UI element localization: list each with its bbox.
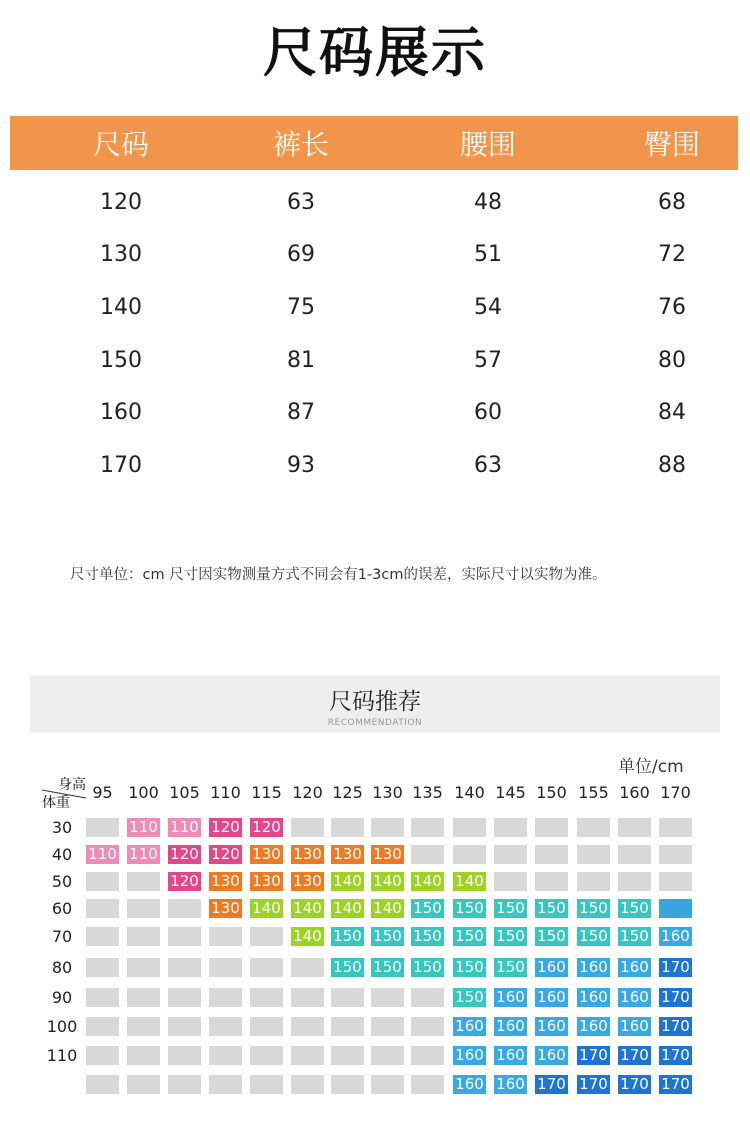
grid-cell: 160 xyxy=(494,988,527,1007)
grid-cell: 140 xyxy=(250,899,283,918)
grid-cell: 150 xyxy=(535,899,568,918)
grid-cell xyxy=(86,958,119,977)
grid-cell: 150 xyxy=(371,958,404,977)
grid-cell xyxy=(127,927,160,946)
cell-size: 140 xyxy=(100,294,142,320)
height-header: 95 xyxy=(92,783,113,802)
height-header: 155 xyxy=(578,783,609,802)
grid-cell xyxy=(659,845,692,864)
grid-cell: 170 xyxy=(535,1075,568,1094)
page-title: 尺码展示 xyxy=(263,21,487,84)
grid-cell: 160 xyxy=(453,1017,486,1036)
height-header: 120 xyxy=(292,783,323,802)
grid-cell xyxy=(291,988,324,1007)
grid-cell xyxy=(618,845,651,864)
grid-cell xyxy=(535,845,568,864)
grid-cell: 170 xyxy=(577,1075,610,1094)
grid-cell xyxy=(331,818,364,837)
recommendation-title: 尺码推荐 xyxy=(329,689,421,715)
cell-hip: 88 xyxy=(658,452,686,478)
weight-label: 90 xyxy=(51,988,73,1007)
grid-cell xyxy=(168,1046,201,1065)
grid-cell: 150 xyxy=(618,899,651,918)
grid-cell: 160 xyxy=(535,958,568,977)
grid-cell: 150 xyxy=(453,958,486,977)
height-header: 105 xyxy=(169,783,200,802)
grid-cell xyxy=(168,927,201,946)
grid-cell xyxy=(371,1046,404,1065)
grid-cell xyxy=(618,818,651,837)
table-row xyxy=(10,439,738,492)
grid-cell xyxy=(577,818,610,837)
header-hip: 臀围 xyxy=(643,128,700,161)
grid-cell: 160 xyxy=(494,1075,527,1094)
grid-cell: 150 xyxy=(618,927,651,946)
grid-cell xyxy=(250,1017,283,1036)
table-row xyxy=(10,281,738,334)
grid-cell: 150 xyxy=(453,899,486,918)
unit-label: 单位/cm xyxy=(618,757,684,777)
grid-cell xyxy=(209,1046,242,1065)
grid-cell xyxy=(86,818,119,837)
cell-size: 130 xyxy=(100,242,142,268)
cell-size: 160 xyxy=(100,400,142,426)
grid-cell: 130 xyxy=(209,899,242,918)
grid-cell xyxy=(331,988,364,1007)
header-waist: 腰围 xyxy=(459,128,516,161)
grid-cell xyxy=(86,1046,119,1065)
cell-hip: 76 xyxy=(658,294,686,320)
grid-cell: 160 xyxy=(494,1046,527,1065)
cell-pants-length: 63 xyxy=(287,189,315,215)
size-table-header xyxy=(10,116,738,170)
grid-cell xyxy=(411,1046,444,1065)
grid-cell: 170 xyxy=(618,1046,651,1065)
cell-pants-length: 93 xyxy=(287,452,315,478)
cell-hip: 72 xyxy=(658,242,686,268)
grid-cell: 110 xyxy=(127,845,160,864)
recommendation-subtitle: RECOMMENDATION xyxy=(327,718,423,728)
grid-cell xyxy=(618,872,651,891)
grid-cell: 160 xyxy=(453,1046,486,1065)
grid-cell: 170 xyxy=(577,1046,610,1065)
cell-hip: 80 xyxy=(658,347,686,373)
grid-cell xyxy=(331,1075,364,1094)
grid-cell: 150 xyxy=(371,927,404,946)
grid-cell: 140 xyxy=(411,872,444,891)
grid-cell xyxy=(291,958,324,977)
height-header: 110 xyxy=(210,783,241,802)
grid-cell xyxy=(411,845,444,864)
grid-cell: 140 xyxy=(291,899,324,918)
weight-label: 110 xyxy=(46,1046,78,1065)
cell-hip: 68 xyxy=(658,189,686,215)
cell-pants-length: 69 xyxy=(287,242,315,268)
cell-hip: 84 xyxy=(658,400,686,426)
grid-cell xyxy=(291,1075,324,1094)
grid-cell: 170 xyxy=(659,1017,692,1036)
grid-cell xyxy=(86,899,119,918)
grid-cell xyxy=(168,1075,201,1094)
header-size: 尺码 xyxy=(92,128,149,161)
grid-cell xyxy=(209,1075,242,1094)
cell-size: 150 xyxy=(100,347,142,373)
grid-corner xyxy=(40,772,88,816)
height-header: 130 xyxy=(372,783,403,802)
grid-cell: 140 xyxy=(291,927,324,946)
height-header: 100 xyxy=(128,783,159,802)
grid-cell: 130 xyxy=(209,872,242,891)
height-header: 170 xyxy=(660,783,691,802)
grid-cell: 150 xyxy=(577,927,610,946)
grid-cell: 150 xyxy=(494,899,527,918)
grid-cell xyxy=(371,1017,404,1036)
weight-label: 80 xyxy=(51,958,73,977)
grid-cell: 150 xyxy=(331,927,364,946)
grid-cell: 140 xyxy=(331,872,364,891)
grid-cell: 120 xyxy=(168,845,201,864)
grid-cell: 160 xyxy=(535,1017,568,1036)
grid-cell xyxy=(331,1017,364,1036)
size-note: 尺寸单位：cm 尺寸因实物测量方式不同会有1-3cm的误差，实际尺寸以实物为准。 xyxy=(70,567,607,583)
grid-cell xyxy=(659,872,692,891)
grid-cell: 150 xyxy=(535,927,568,946)
grid-cell xyxy=(411,988,444,1007)
grid-cell: 150 xyxy=(331,958,364,977)
grid-cell: 150 xyxy=(411,899,444,918)
height-header: 140 xyxy=(454,783,485,802)
grid-cell xyxy=(86,1075,119,1094)
grid-cell xyxy=(577,872,610,891)
weight-label: 70 xyxy=(51,927,73,946)
grid-cell xyxy=(127,1075,160,1094)
grid-cell: 120 xyxy=(209,818,242,837)
cell-size: 170 xyxy=(100,452,142,478)
grid-cell xyxy=(291,818,324,837)
grid-cell xyxy=(209,958,242,977)
grid-cell: 160 xyxy=(659,927,692,946)
grid-cell xyxy=(250,988,283,1007)
grid-cell xyxy=(86,1017,119,1036)
grid-cell: 150 xyxy=(494,927,527,946)
grid-cell xyxy=(86,927,119,946)
grid-cell: 140 xyxy=(453,872,486,891)
cell-waist: 60 xyxy=(474,400,502,426)
grid-cell xyxy=(453,818,486,837)
grid-cell: 170 xyxy=(618,1075,651,1094)
grid-cell: 130 xyxy=(250,845,283,864)
grid-cell xyxy=(127,899,160,918)
cell-waist: 63 xyxy=(474,452,502,478)
grid-cell: 160 xyxy=(535,988,568,1007)
grid-cell xyxy=(86,872,119,891)
grid-cell xyxy=(127,1046,160,1065)
grid-cell xyxy=(659,899,692,918)
grid-cell: 160 xyxy=(535,1046,568,1065)
height-header: 145 xyxy=(495,783,526,802)
grid-cell xyxy=(250,1075,283,1094)
grid-cell: 170 xyxy=(659,1046,692,1065)
cell-pants-length: 75 xyxy=(287,294,315,320)
grid-cell xyxy=(371,988,404,1007)
grid-cell xyxy=(291,1046,324,1065)
recommendation-header xyxy=(30,675,720,733)
grid-cell xyxy=(535,818,568,837)
cell-waist: 54 xyxy=(474,294,502,320)
grid-cell: 120 xyxy=(209,845,242,864)
cell-waist: 51 xyxy=(474,242,502,268)
grid-cell xyxy=(127,872,160,891)
grid-cell xyxy=(168,988,201,1007)
table-row xyxy=(10,176,738,229)
height-header: 135 xyxy=(412,783,443,802)
grid-cell: 110 xyxy=(127,818,160,837)
grid-cell xyxy=(494,845,527,864)
grid-cell: 120 xyxy=(250,818,283,837)
grid-cell: 160 xyxy=(618,958,651,977)
grid-cell xyxy=(168,958,201,977)
grid-cell xyxy=(127,958,160,977)
grid-cell xyxy=(209,988,242,1007)
grid-cell: 130 xyxy=(291,872,324,891)
grid-cell: 170 xyxy=(659,988,692,1007)
size-table xyxy=(10,116,738,492)
grid-cell xyxy=(411,818,444,837)
grid-cell: 160 xyxy=(577,1017,610,1036)
grid-cell xyxy=(168,899,201,918)
height-header: 160 xyxy=(619,783,650,802)
grid-cell xyxy=(86,988,119,1007)
grid-cell xyxy=(659,818,692,837)
grid-cell: 160 xyxy=(618,1017,651,1036)
grid-cell xyxy=(250,927,283,946)
grid-cell: 130 xyxy=(291,845,324,864)
grid-cell: 130 xyxy=(371,845,404,864)
grid-cell xyxy=(250,958,283,977)
grid-cell xyxy=(250,1046,283,1065)
cell-size: 120 xyxy=(100,189,142,215)
grid-cell xyxy=(209,1017,242,1036)
height-header: 125 xyxy=(332,783,363,802)
grid-cell: 160 xyxy=(453,1075,486,1094)
grid-cell: 140 xyxy=(371,899,404,918)
table-row xyxy=(10,229,738,282)
table-row xyxy=(10,386,738,439)
grid-cell xyxy=(577,845,610,864)
grid-cell: 140 xyxy=(371,872,404,891)
grid-cell: 170 xyxy=(659,1075,692,1094)
grid-cell: 110 xyxy=(168,818,201,837)
header-pants-length: 裤长 xyxy=(272,128,329,161)
grid-cell: 160 xyxy=(577,988,610,1007)
weight-label: 60 xyxy=(51,899,73,918)
grid-cell: 150 xyxy=(453,988,486,1007)
grid-cell: 170 xyxy=(659,958,692,977)
grid-cell xyxy=(371,818,404,837)
weight-label: 50 xyxy=(51,872,73,891)
grid-cell: 140 xyxy=(331,899,364,918)
grid-cell: 130 xyxy=(250,872,283,891)
weight-axis-label: 体重 xyxy=(42,795,70,811)
weight-label: 100 xyxy=(46,1017,78,1036)
grid-cell: 130 xyxy=(331,845,364,864)
weight-label: 40 xyxy=(51,845,73,864)
grid-cell: 150 xyxy=(411,927,444,946)
grid-cell: 150 xyxy=(577,899,610,918)
grid-cell: 150 xyxy=(494,958,527,977)
weight-label: 30 xyxy=(51,818,73,837)
grid-cell xyxy=(494,872,527,891)
grid-cell: 160 xyxy=(577,958,610,977)
cell-waist: 57 xyxy=(474,347,502,373)
grid-cell xyxy=(291,1017,324,1036)
grid-cell xyxy=(453,845,486,864)
cell-waist: 48 xyxy=(474,189,502,215)
grid-cell: 160 xyxy=(494,1017,527,1036)
grid-cell: 150 xyxy=(411,958,444,977)
grid-cell: 110 xyxy=(86,845,119,864)
grid-cell xyxy=(127,1017,160,1036)
grid-cell xyxy=(411,1075,444,1094)
grid-cell xyxy=(168,1017,201,1036)
height-header: 115 xyxy=(251,783,282,802)
grid-cell xyxy=(494,818,527,837)
grid-cell: 150 xyxy=(453,927,486,946)
height-header: 150 xyxy=(536,783,567,802)
cell-pants-length: 81 xyxy=(287,347,315,373)
grid-cell xyxy=(127,988,160,1007)
grid-cell: 120 xyxy=(168,872,201,891)
grid-cell: 160 xyxy=(618,988,651,1007)
cell-pants-length: 87 xyxy=(287,400,315,426)
grid-cell xyxy=(371,1075,404,1094)
grid-cell xyxy=(411,1017,444,1036)
grid-cell xyxy=(331,1046,364,1065)
height-axis-label: 身高 xyxy=(58,777,86,793)
grid-cell xyxy=(209,927,242,946)
grid-cell xyxy=(535,872,568,891)
table-row xyxy=(10,334,738,387)
